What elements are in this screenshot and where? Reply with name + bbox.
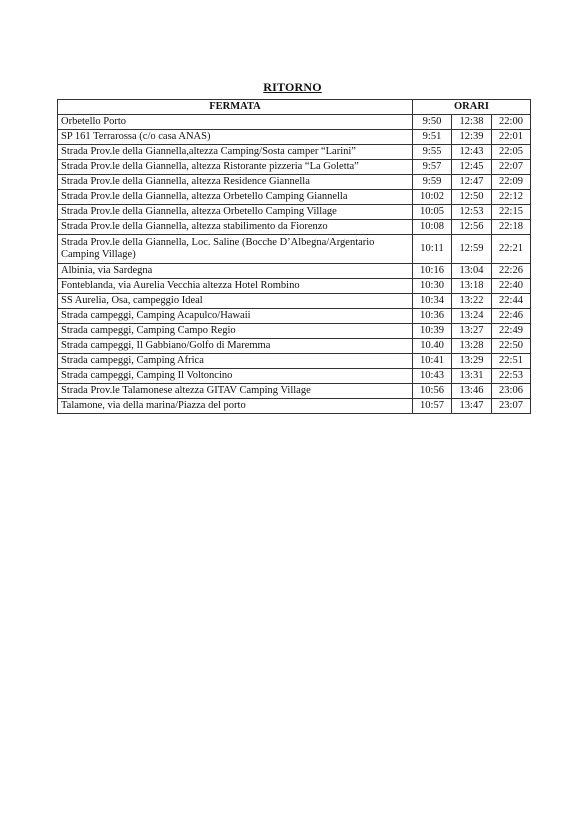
departure-time: 13:31 bbox=[452, 369, 492, 384]
departure-time: 10:56 bbox=[413, 384, 452, 399]
timetable bbox=[57, 99, 531, 414]
stop-name: Strada Prov.le della Giannella, altezza stabilimento da Fiorenzo bbox=[58, 220, 413, 235]
departure-time: 12:50 bbox=[452, 190, 492, 205]
stop-name: Talamone, via della marina/Piazza del porto bbox=[58, 399, 413, 414]
table-row bbox=[58, 130, 531, 145]
table-row bbox=[58, 115, 531, 130]
departure-time: 13:29 bbox=[452, 354, 492, 369]
departure-time: 10:11 bbox=[413, 235, 452, 264]
departure-time: 12:38 bbox=[452, 115, 492, 130]
departure-time: 10:34 bbox=[413, 294, 452, 309]
departure-time: 22:21 bbox=[492, 235, 531, 264]
stop-name: Albinia, via Sardegna bbox=[58, 264, 413, 279]
departure-time: 12:43 bbox=[452, 145, 492, 160]
departure-time: 12:56 bbox=[452, 220, 492, 235]
departure-time: 13:04 bbox=[452, 264, 492, 279]
table-row bbox=[58, 264, 531, 279]
departure-time: 22:49 bbox=[492, 324, 531, 339]
stop-name: Strada campeggi, Camping Il Voltoncino bbox=[58, 369, 413, 384]
stop-name: Strada campeggi, Camping Acapulco/Hawaii bbox=[58, 309, 413, 324]
stop-name: Strada campeggi, Il Gabbiano/Golfo di Maremma bbox=[58, 339, 413, 354]
table-row bbox=[58, 354, 531, 369]
departure-time: 22:44 bbox=[492, 294, 531, 309]
stop-name: Strada Prov.le della Giannella, altezza Orbetello Camping Village bbox=[58, 205, 413, 220]
departure-time: 13:46 bbox=[452, 384, 492, 399]
departure-time: 22:01 bbox=[492, 130, 531, 145]
departure-time: 10:30 bbox=[413, 279, 452, 294]
departure-time: 10:05 bbox=[413, 205, 452, 220]
stop-name: Strada Prov.le della Giannella, altezza Orbetello Camping Giannella bbox=[58, 190, 413, 205]
departure-time: 10:16 bbox=[413, 264, 452, 279]
departure-time: 22:15 bbox=[492, 205, 531, 220]
stop-name: Strada Prov.le della Giannella, Loc. Saline (Bocche D’Albegna/Argentario Camping Village) bbox=[58, 235, 413, 264]
departure-time: 9:50 bbox=[413, 115, 452, 130]
table-row bbox=[58, 145, 531, 160]
departure-time: 22:53 bbox=[492, 369, 531, 384]
timetable-body bbox=[58, 115, 531, 414]
stop-name: SP 161 Terrarossa (c/o casa ANAS) bbox=[58, 130, 413, 145]
stop-name: Orbetello Porto bbox=[58, 115, 413, 130]
departure-time: 13:47 bbox=[452, 399, 492, 414]
departure-time: 10:36 bbox=[413, 309, 452, 324]
departure-time: 12:39 bbox=[452, 130, 492, 145]
departure-time: 12:45 bbox=[452, 160, 492, 175]
departure-time: 12:47 bbox=[452, 175, 492, 190]
stop-name: Strada campeggi, Camping Campo Regio bbox=[58, 324, 413, 339]
departure-time: 9:55 bbox=[413, 145, 452, 160]
departure-time: 9:51 bbox=[413, 130, 452, 145]
departure-time: 22:09 bbox=[492, 175, 531, 190]
header-row bbox=[58, 100, 531, 115]
table-row bbox=[58, 399, 531, 414]
departure-time: 22:18 bbox=[492, 220, 531, 235]
table-row bbox=[58, 384, 531, 399]
departure-time: 22:26 bbox=[492, 264, 531, 279]
departure-time: 13:18 bbox=[452, 279, 492, 294]
departure-time: 12:59 bbox=[452, 235, 492, 264]
departure-time: 22:46 bbox=[492, 309, 531, 324]
stop-name: Strada Prov.le Talamonese altezza GITAV Camping Village bbox=[58, 384, 413, 399]
table-row bbox=[58, 220, 531, 235]
departure-time: 10.40 bbox=[413, 339, 452, 354]
departure-time: 22:40 bbox=[492, 279, 531, 294]
table-row bbox=[58, 279, 531, 294]
departure-time: 22:12 bbox=[492, 190, 531, 205]
header-orari: ORARI bbox=[413, 100, 531, 115]
stop-name: Strada Prov.le della Giannella, altezza Residence Giannella bbox=[58, 175, 413, 190]
departure-time: 22:51 bbox=[492, 354, 531, 369]
departure-time: 23:07 bbox=[492, 399, 531, 414]
table-row bbox=[58, 175, 531, 190]
page-title: RITORNO bbox=[263, 80, 322, 94]
table-row bbox=[58, 205, 531, 220]
table-row bbox=[58, 339, 531, 354]
table-row bbox=[58, 369, 531, 384]
stop-name: Strada Prov.le della Giannella, altezza Ristorante pizzeria “La Goletta” bbox=[58, 160, 413, 175]
stop-name: Strada campeggi, Camping Africa bbox=[58, 354, 413, 369]
stop-name: Strada Prov.le della Giannella,altezza Camping/Sosta camper “Larini” bbox=[58, 145, 413, 160]
table-row bbox=[58, 324, 531, 339]
table-row bbox=[58, 309, 531, 324]
stop-name: Fonteblanda, via Aurelia Vecchia altezza Hotel Rombino bbox=[58, 279, 413, 294]
departure-time: 10:02 bbox=[413, 190, 452, 205]
header-fermata: FERMATA bbox=[58, 100, 413, 115]
table-row bbox=[58, 160, 531, 175]
table-row bbox=[58, 190, 531, 205]
departure-time: 10:08 bbox=[413, 220, 452, 235]
departure-time: 10:57 bbox=[413, 399, 452, 414]
departure-time: 12:53 bbox=[452, 205, 492, 220]
departure-time: 22:50 bbox=[492, 339, 531, 354]
table-row bbox=[58, 294, 531, 309]
departure-time: 22:07 bbox=[492, 160, 531, 175]
departure-time: 9:57 bbox=[413, 160, 452, 175]
departure-time: 23:06 bbox=[492, 384, 531, 399]
departure-time: 10:39 bbox=[413, 324, 452, 339]
table-row bbox=[58, 235, 531, 264]
departure-time: 9:59 bbox=[413, 175, 452, 190]
departure-time: 13:27 bbox=[452, 324, 492, 339]
departure-time: 13:24 bbox=[452, 309, 492, 324]
departure-time: 13:22 bbox=[452, 294, 492, 309]
departure-time: 22:00 bbox=[492, 115, 531, 130]
stop-name: SS Aurelia, Osa, campeggio Ideal bbox=[58, 294, 413, 309]
departure-time: 10:43 bbox=[413, 369, 452, 384]
departure-time: 13:28 bbox=[452, 339, 492, 354]
departure-time: 10:41 bbox=[413, 354, 452, 369]
departure-time: 22:05 bbox=[492, 145, 531, 160]
